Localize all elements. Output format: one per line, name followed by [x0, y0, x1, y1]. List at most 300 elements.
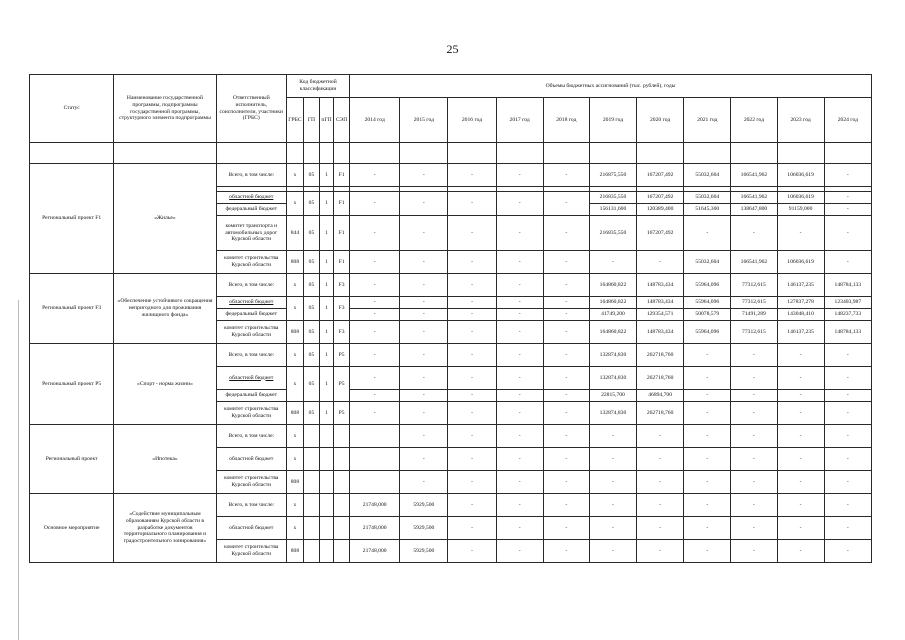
value-cell: -: [777, 425, 824, 448]
value-cell: 55032,604: [684, 164, 731, 187]
value-cell: -: [496, 321, 543, 344]
value-cell: 21748,000: [350, 517, 400, 540]
value-cell: -: [448, 321, 496, 344]
value-cell: -: [448, 471, 496, 494]
sep-cell: F1: [334, 216, 350, 251]
value-cell: -: [496, 164, 543, 187]
value-cell: -: [731, 471, 777, 494]
value-cell: -: [496, 471, 543, 494]
value-cell: -: [448, 274, 496, 297]
grbs-cell: 808: [286, 540, 303, 563]
value-cell: -: [589, 494, 636, 517]
pgp-cell: 1: [320, 402, 334, 425]
header-pgp: пГП: [320, 98, 334, 143]
value-cell: -: [684, 216, 731, 251]
spacer-row: [30, 143, 872, 164]
pgp-cell: 1: [320, 344, 334, 367]
value-cell: 262718,760: [637, 344, 684, 367]
value-cell: -: [777, 344, 824, 367]
value-cell: 132874,830: [589, 402, 636, 425]
value-cell: -: [824, 448, 871, 471]
value-cell: -: [589, 251, 636, 274]
executor-cell: федеральный бюджет: [216, 309, 286, 321]
value-cell: -: [448, 448, 496, 471]
value-cell: 55032,604: [684, 192, 731, 204]
value-cell: -: [637, 540, 684, 563]
value-cell: -: [400, 192, 448, 216]
value-cell: -: [684, 402, 731, 425]
value-cell: 5929,500: [400, 494, 448, 517]
sep-cell: [334, 471, 350, 494]
gp-cell: [303, 540, 319, 563]
value-cell: -: [824, 204, 871, 216]
value-cell: [350, 425, 400, 448]
status-cell: Региональный проект F1: [30, 164, 114, 274]
header-gp: ГП: [303, 98, 319, 143]
value-cell: -: [684, 471, 731, 494]
value-cell: -: [684, 540, 731, 563]
value-cell: -: [684, 390, 731, 402]
value-cell: 106036,619: [777, 251, 824, 274]
value-cell: -: [824, 390, 871, 402]
value-cell: -: [400, 425, 448, 448]
executor-cell: федеральный бюджет: [216, 204, 286, 216]
table-row: [30, 494, 872, 517]
pgp-cell: 1: [320, 274, 334, 297]
grbs-cell: х: [286, 517, 303, 540]
value-cell: -: [543, 344, 589, 367]
grbs-cell: х: [286, 494, 303, 517]
value-cell: -: [350, 309, 400, 321]
value-cell: -: [350, 164, 400, 187]
value-cell: -: [777, 448, 824, 471]
value-cell: 167207,492: [637, 164, 684, 187]
value-cell: -: [589, 517, 636, 540]
value-cell: -: [777, 367, 824, 390]
value-cell: 262718,760: [637, 367, 684, 390]
pgp-cell: 1: [320, 297, 334, 321]
value-cell: 166541,962: [731, 251, 777, 274]
gp-cell: 05: [303, 216, 319, 251]
value-cell: 77312,615: [731, 297, 777, 309]
value-cell: 5929,500: [400, 540, 448, 563]
value-cell: [350, 471, 400, 494]
value-cell: -: [448, 251, 496, 274]
value-cell: -: [496, 448, 543, 471]
value-cell: -: [448, 425, 496, 448]
value-cell: -: [448, 517, 496, 540]
value-cell: -: [731, 344, 777, 367]
gp-cell: [303, 425, 319, 448]
value-cell: 148784,133: [824, 321, 871, 344]
value-cell: -: [350, 390, 400, 402]
value-cell: -: [589, 448, 636, 471]
grbs-cell: 808: [286, 471, 303, 494]
sep-cell: P5: [334, 367, 350, 402]
status-cell: Основное мероприятие: [30, 494, 114, 563]
sep-cell: [334, 425, 350, 448]
value-cell: -: [777, 471, 824, 494]
value-cell: 106036,619: [777, 192, 824, 204]
gp-cell: [303, 517, 319, 540]
pgp-cell: [320, 517, 334, 540]
value-cell: -: [543, 367, 589, 390]
status-cell: Региональный проект: [30, 425, 114, 494]
value-cell: -: [496, 494, 543, 517]
program-cell: «Жилье»: [114, 164, 216, 274]
value-cell: -: [824, 402, 871, 425]
value-cell: -: [637, 448, 684, 471]
value-cell: -: [777, 402, 824, 425]
value-cell: -: [731, 448, 777, 471]
program-cell: «Спорт - норма жизни»: [114, 344, 216, 425]
executor-cell: комитет строительства Курской области: [216, 402, 286, 425]
executor-cell: комитет строительства Курской области: [216, 251, 286, 274]
header-year: 2014 год: [350, 98, 400, 143]
gp-cell: 05: [303, 321, 319, 344]
value-cell: -: [496, 390, 543, 402]
value-cell: -: [400, 402, 448, 425]
value-cell: -: [543, 494, 589, 517]
pgp-cell: [320, 540, 334, 563]
value-cell: -: [448, 402, 496, 425]
value-cell: -: [496, 251, 543, 274]
value-cell: -: [543, 448, 589, 471]
pgp-cell: 1: [320, 164, 334, 187]
value-cell: 216835,550: [589, 216, 636, 251]
sep-cell: [334, 517, 350, 540]
value-cell: 216835,550: [589, 192, 636, 204]
grbs-cell: х: [286, 448, 303, 471]
value-cell: 164860,822: [589, 297, 636, 309]
value-cell: -: [824, 192, 871, 204]
value-cell: -: [777, 216, 824, 251]
executor-cell: Всего, в том числе:: [216, 425, 286, 448]
value-cell: -: [589, 540, 636, 563]
value-cell: 50078,579: [684, 309, 731, 321]
value-cell: 22815,700: [589, 390, 636, 402]
value-cell: -: [543, 309, 589, 321]
executor-cell: федеральный бюджет: [216, 390, 286, 402]
header-code-group: Код бюджетной классификации: [286, 75, 349, 98]
value-cell: 46894,700: [637, 390, 684, 402]
grbs-cell: х: [286, 367, 303, 402]
value-cell: -: [448, 192, 496, 216]
value-cell: 55032,604: [684, 251, 731, 274]
value-cell: 120389,400: [637, 204, 684, 216]
value-cell: -: [496, 297, 543, 309]
value-cell: 21748,000: [350, 540, 400, 563]
header-year: 2017 год: [496, 98, 543, 143]
value-cell: 148783,434: [637, 297, 684, 309]
value-cell: 166541,962: [731, 164, 777, 187]
value-cell: -: [400, 164, 448, 187]
value-cell: -: [448, 367, 496, 390]
value-cell: -: [543, 216, 589, 251]
value-cell: -: [824, 540, 871, 563]
value-cell: -: [543, 274, 589, 297]
value-cell: -: [543, 540, 589, 563]
value-cell: -: [400, 297, 448, 309]
executor-cell: областной бюджет: [216, 448, 286, 471]
value-cell: -: [777, 517, 824, 540]
program-cell: «Ипотека»: [114, 425, 216, 494]
value-cell: -: [448, 164, 496, 187]
value-cell: -: [496, 309, 543, 321]
header-year: 2016 год: [448, 98, 496, 143]
value-cell: -: [543, 402, 589, 425]
value-cell: -: [777, 390, 824, 402]
value-cell: -: [637, 517, 684, 540]
value-cell: 148783,434: [637, 274, 684, 297]
table-row: [30, 425, 872, 448]
value-cell: -: [731, 402, 777, 425]
table-row: [30, 164, 872, 187]
value-cell: 51645,300: [684, 204, 731, 216]
executor-cell: комитет строительства Курской области: [216, 471, 286, 494]
header-grbs: ГРБС: [286, 98, 303, 143]
sep-cell: F3: [334, 321, 350, 344]
header-year: 2015 год: [400, 98, 448, 143]
value-cell: 148237,733: [824, 309, 871, 321]
sep-cell: P5: [334, 402, 350, 425]
budget-table: [29, 74, 872, 563]
value-cell: -: [684, 448, 731, 471]
value-cell: -: [543, 471, 589, 494]
value-cell: 146137,235: [777, 321, 824, 344]
header-program: Наименование государственной программы, подпрограммы государственной программы, структурного элемента подпрограммы: [114, 75, 216, 143]
table-row: [30, 344, 872, 367]
value-cell: -: [637, 471, 684, 494]
value-cell: -: [400, 448, 448, 471]
value-cell: -: [543, 164, 589, 187]
value-cell: -: [684, 517, 731, 540]
value-cell: -: [637, 251, 684, 274]
page-number: 25: [446, 42, 459, 56]
value-cell: -: [496, 517, 543, 540]
value-cell: -: [731, 425, 777, 448]
gp-cell: 05: [303, 164, 319, 187]
gp-cell: 05: [303, 251, 319, 274]
gp-cell: 05: [303, 274, 319, 297]
value-cell: -: [350, 402, 400, 425]
pgp-cell: [320, 448, 334, 471]
value-cell: -: [496, 192, 543, 216]
value-cell: -: [589, 471, 636, 494]
gp-cell: 05: [303, 297, 319, 321]
value-cell: 132874,830: [589, 367, 636, 390]
program-cell: «Обеспечение устойчивого сокращения непригодного для проживания жилищного фонда»: [114, 274, 216, 344]
value-cell: 143048,410: [777, 309, 824, 321]
value-cell: -: [543, 297, 589, 309]
header-year: 2022 год: [731, 98, 777, 143]
gp-cell: 05: [303, 344, 319, 367]
gp-cell: 05: [303, 367, 319, 402]
executor-cell: областной бюджет: [216, 192, 286, 204]
header-year: 2023 год: [777, 98, 824, 143]
value-cell: 41749,200: [589, 309, 636, 321]
value-cell: 71491,289: [731, 309, 777, 321]
value-cell: 21748,000: [350, 494, 400, 517]
value-cell: -: [496, 425, 543, 448]
grbs-cell: х: [286, 344, 303, 367]
executor-cell: Всего, в том числе:: [216, 274, 286, 297]
sep-cell: F3: [334, 297, 350, 321]
value-cell: 55964,096: [684, 321, 731, 344]
header-status: Статус: [30, 75, 114, 143]
value-cell: 127837,278: [777, 297, 824, 309]
value-cell: 166541,962: [731, 192, 777, 204]
value-cell: -: [350, 251, 400, 274]
value-cell: -: [543, 390, 589, 402]
executor-cell: комитет строительства Курской области: [216, 321, 286, 344]
gp-cell: [303, 471, 319, 494]
value-cell: 5929,500: [400, 517, 448, 540]
header-year: 2021 год: [684, 98, 731, 143]
value-cell: -: [448, 494, 496, 517]
pgp-cell: 1: [320, 251, 334, 274]
grbs-cell: 844: [286, 216, 303, 251]
grbs-cell: 808: [286, 251, 303, 274]
value-cell: -: [684, 367, 731, 390]
header-year: 2024 год: [824, 98, 871, 143]
status-cell: Региональный проект P5: [30, 344, 114, 425]
pgp-cell: [320, 471, 334, 494]
sep-cell: F1: [334, 164, 350, 187]
executor-cell: областной бюджет: [216, 367, 286, 390]
value-cell: -: [350, 274, 400, 297]
header-year: 2019 год: [589, 98, 636, 143]
value-cell: -: [637, 494, 684, 517]
value-cell: 146137,235: [777, 274, 824, 297]
value-cell: -: [400, 321, 448, 344]
value-cell: -: [543, 517, 589, 540]
value-cell: 262718,760: [637, 402, 684, 425]
value-cell: -: [777, 540, 824, 563]
value-cell: -: [496, 367, 543, 390]
gp-cell: 05: [303, 192, 319, 216]
header-volumes: Объемы бюджетных ассигнований (тыс. рублей), годы: [350, 75, 872, 98]
value-cell: -: [350, 297, 400, 309]
executor-cell: Всего, в том числе:: [216, 494, 286, 517]
pgp-cell: 1: [320, 216, 334, 251]
value-cell: -: [448, 297, 496, 309]
value-cell: -: [448, 540, 496, 563]
value-cell: -: [496, 216, 543, 251]
value-cell: -: [731, 540, 777, 563]
value-cell: -: [496, 540, 543, 563]
value-cell: 55964,096: [684, 297, 731, 309]
value-cell: 138647,800: [731, 204, 777, 216]
value-cell: 55964,096: [684, 274, 731, 297]
value-cell: 148784,133: [824, 274, 871, 297]
value-cell: -: [350, 367, 400, 390]
value-cell: -: [400, 344, 448, 367]
grbs-cell: 808: [286, 402, 303, 425]
sep-cell: [334, 494, 350, 517]
value-cell: 91159,000: [777, 204, 824, 216]
value-cell: -: [731, 367, 777, 390]
value-cell: -: [350, 321, 400, 344]
value-cell: -: [448, 390, 496, 402]
value-cell: -: [350, 344, 400, 367]
value-cell: -: [543, 321, 589, 344]
value-cell: 77312,615: [731, 321, 777, 344]
header-executor: Ответственный исполнитель, соисполнители, участники (ГРБС): [216, 75, 286, 143]
gp-cell: [303, 448, 319, 471]
header-year: 2020 год: [637, 98, 684, 143]
value-cell: -: [824, 494, 871, 517]
sep-cell: F3: [334, 274, 350, 297]
value-cell: -: [543, 192, 589, 216]
sep-cell: F1: [334, 192, 350, 216]
executor-cell: комитет строительства Курской области: [216, 540, 286, 563]
value-cell: -: [684, 344, 731, 367]
value-cell: -: [589, 425, 636, 448]
value-cell: -: [824, 164, 871, 187]
value-cell: 106036,619: [777, 164, 824, 187]
value-cell: -: [777, 494, 824, 517]
value-cell: 77312,615: [731, 274, 777, 297]
value-cell: -: [824, 367, 871, 390]
value-cell: 164860,822: [589, 321, 636, 344]
value-cell: -: [496, 402, 543, 425]
value-cell: 129354,571: [637, 309, 684, 321]
value-cell: 167207,492: [637, 216, 684, 251]
value-cell: -: [824, 425, 871, 448]
table-row: [30, 274, 872, 297]
gp-cell: 05: [303, 402, 319, 425]
grbs-cell: 808: [286, 321, 303, 344]
gp-cell: [303, 494, 319, 517]
value-cell: -: [400, 216, 448, 251]
pgp-cell: [320, 494, 334, 517]
value-cell: -: [448, 344, 496, 367]
pgp-cell: 1: [320, 367, 334, 402]
value-cell: -: [543, 425, 589, 448]
value-cell: -: [400, 309, 448, 321]
header-sep: СЭП: [334, 98, 350, 143]
value-cell: 123403,987: [824, 297, 871, 309]
value-cell: -: [448, 309, 496, 321]
value-cell: -: [400, 471, 448, 494]
program-cell: «Содействие муниципальным образованиям Курской области в разработке документов территориального планирования и градостроительного зонирования»: [114, 494, 216, 563]
value-cell: -: [400, 274, 448, 297]
value-cell: -: [496, 274, 543, 297]
grbs-cell: х: [286, 274, 303, 297]
value-cell: -: [448, 216, 496, 251]
executor-cell: комитет транспорта и автомобильных дорог Курской области: [216, 216, 286, 251]
grbs-cell: х: [286, 425, 303, 448]
value-cell: -: [824, 216, 871, 251]
sep-cell: [334, 540, 350, 563]
value-cell: -: [684, 494, 731, 517]
pgp-cell: [320, 425, 334, 448]
grbs-cell: х: [286, 164, 303, 187]
sep-cell: [334, 448, 350, 471]
grbs-cell: х: [286, 192, 303, 216]
value-cell: -: [637, 425, 684, 448]
value-cell: -: [731, 390, 777, 402]
value-cell: [350, 448, 400, 471]
value-cell: -: [824, 517, 871, 540]
pgp-cell: 1: [320, 321, 334, 344]
value-cell: -: [731, 517, 777, 540]
scan-edge-line: [18, 300, 19, 640]
value-cell: -: [543, 251, 589, 274]
executor-cell: областной бюджет: [216, 297, 286, 309]
value-cell: -: [400, 367, 448, 390]
